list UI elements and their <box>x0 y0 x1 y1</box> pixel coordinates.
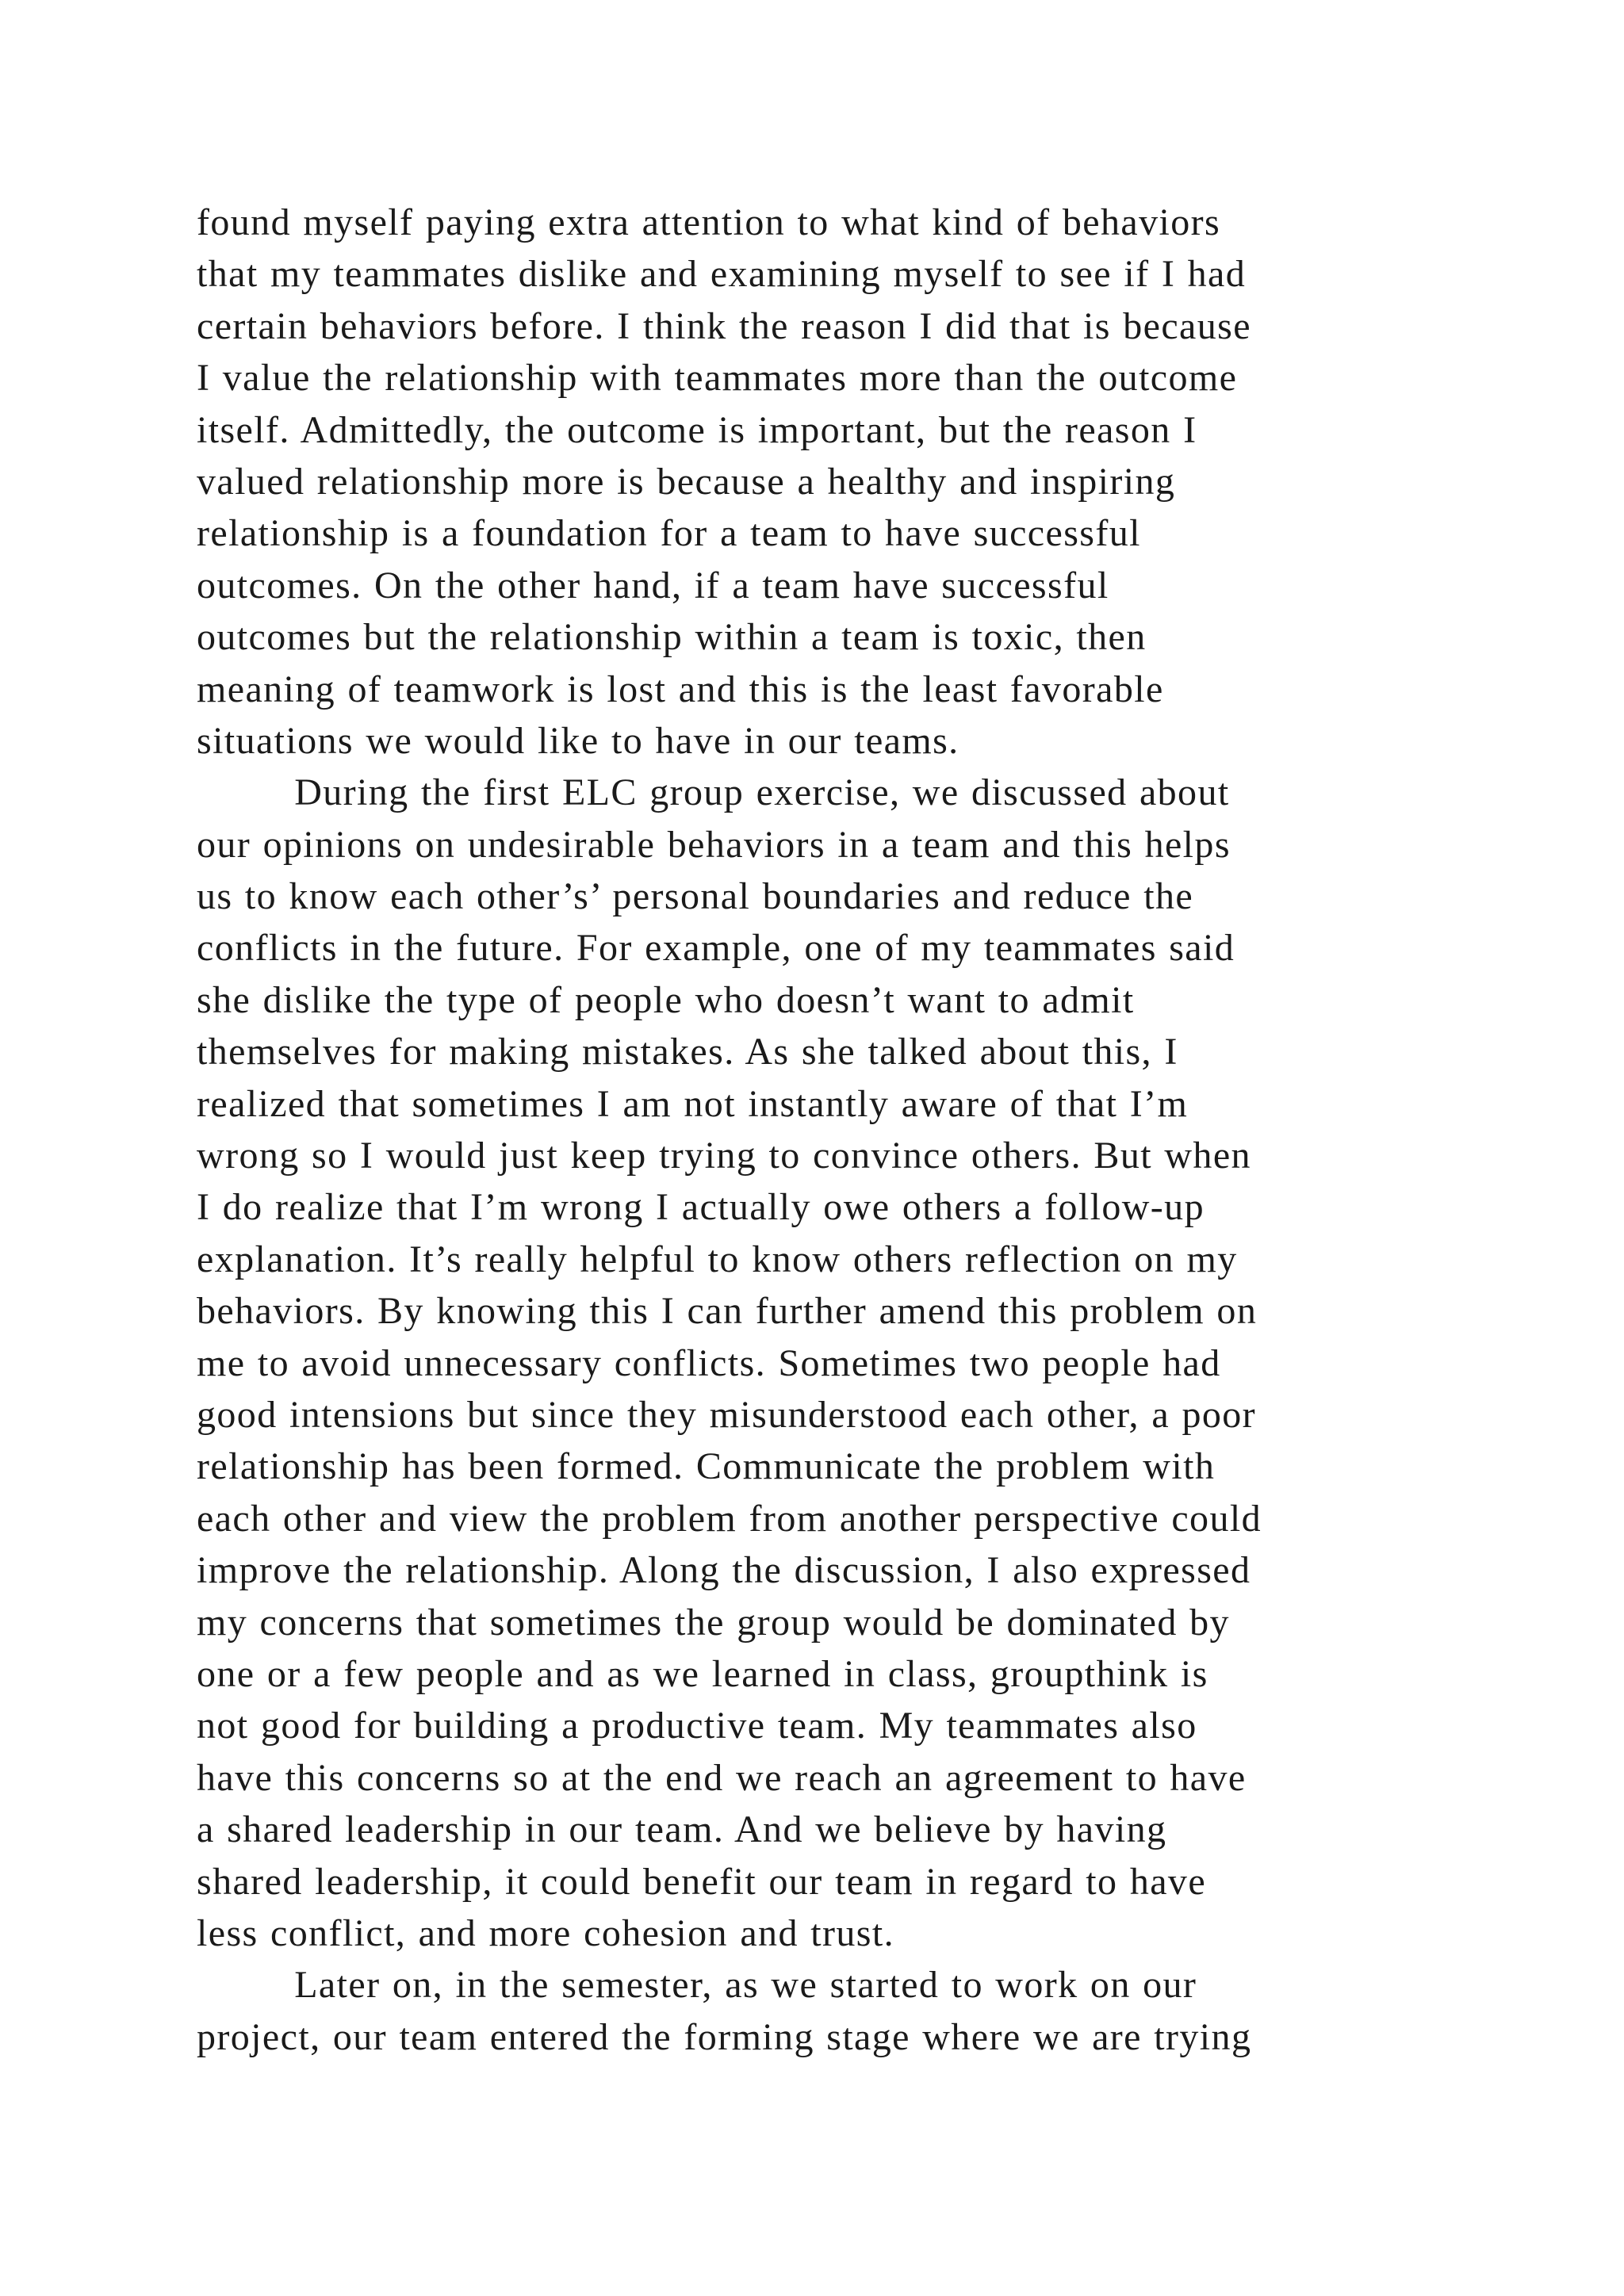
text-line: found myself paying extra attention to what kind of behaviors <box>197 201 1221 243</box>
text-line: wrong so I would just keep trying to convince others. But when <box>197 1135 1251 1177</box>
paragraph-start-line: Later on, in the semester, as we started to work on our <box>197 1964 1197 2007</box>
text-line: conflicts in the future. For example, one of my teammates said <box>197 927 1235 970</box>
text-line: my concerns that sometimes the group would be dominated by <box>197 1601 1230 1644</box>
text-line: meaning of teamwork is lost and this is the least favorable <box>197 668 1164 710</box>
text-line: each other and view the problem from another perspective could <box>197 1497 1262 1540</box>
text-line: not good for building a productive team. My teammates also <box>197 1705 1197 1747</box>
text-line: good intensions but since they misunderstood each other, a poor <box>197 1393 1257 1436</box>
text-line: outcomes. On the other hand, if a team have successful <box>197 564 1109 607</box>
text-line: I value the relationship with teammates more than the outcome <box>197 357 1238 400</box>
text-line: project, our team entered the forming stage where we are trying <box>197 2015 1252 2058</box>
text-line: have this concerns so at the end we reach an agreement to have <box>197 1756 1247 1799</box>
text-line: she dislike the type of people who doesn’t want to admit <box>197 978 1135 1021</box>
text-line: us to know each other’s’ personal boundaries and reduce the <box>197 875 1194 918</box>
text-line: our opinions on undesirable behaviors in a team and this helps <box>197 823 1231 866</box>
text-line: relationship has been formed. Communicate the problem with <box>197 1445 1216 1488</box>
text-line: themselves for making mistakes. As she talked about this, I <box>197 1031 1178 1073</box>
text-line: me to avoid unnecessary conflicts. Sometimes two people had <box>197 1341 1221 1384</box>
text-line: improve the relationship. Along the discussion, I also expressed <box>197 1549 1251 1592</box>
text-line: less conflict, and more cohesion and trust. <box>197 1911 894 1954</box>
text-line: situations we would like to have in our teams. <box>197 719 959 762</box>
text-line: itself. Admittedly, the outcome is important, but the reason I <box>197 408 1197 451</box>
paragraph-start-line: During the first ELC group exercise, we discussed about <box>197 771 1230 814</box>
text-line: one or a few people and as we learned in class, groupthink is <box>197 1652 1208 1695</box>
text-line: a shared leadership in our team. And we believe by having <box>197 1808 1167 1851</box>
text-line: realized that sometimes I am not instantly aware of that I’m <box>197 1082 1189 1125</box>
text-line: certain behaviors before. I think the reason I did that is because <box>197 304 1251 347</box>
text-line: outcomes but the relationship within a team is toxic, then <box>197 616 1147 659</box>
text-line: behaviors. By knowing this I can further amend this problem on <box>197 1290 1258 1333</box>
text-line: that my teammates dislike and examining myself to see if I had <box>197 253 1247 296</box>
text-line: relationship is a foundation for a team to have successful <box>197 512 1141 555</box>
text-line: shared leadership, it could benefit our team in regard to have <box>197 1860 1207 1903</box>
text-line: explanation. It’s really helpful to know others reflection on my <box>197 1238 1238 1280</box>
text-line: I do realize that I’m wrong I actually owe others a follow-up <box>197 1186 1205 1229</box>
text-line: valued relationship more is because a healthy and inspiring <box>197 460 1176 503</box>
body-text <box>197 197 1434 2063</box>
